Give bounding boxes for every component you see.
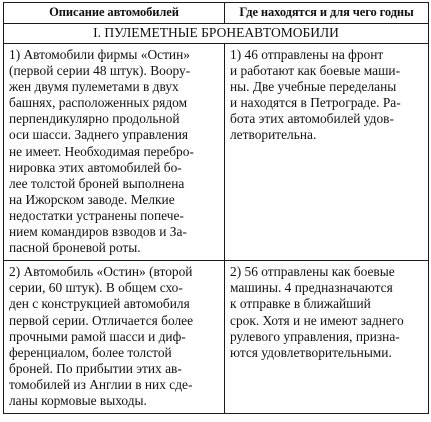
vehicle-table (3, 2, 429, 414)
row-1-description (4, 44, 225, 261)
text-line: первой серии. Отличается более (9, 312, 194, 328)
text-line: серии, 60 штук). В общем схо- (9, 280, 183, 296)
text-line: 2) 56 отправлены как боевые (230, 264, 395, 280)
text-line: башнях, расположенных рядом (9, 95, 188, 111)
text-line: к отправке в ближайший (230, 296, 371, 312)
text-line: броней. По прибытии этих ав- (9, 360, 182, 376)
section-title: I. ПУЛЕМЕТНЫЕ БРОНЕАВТОМОБИЛИ (4, 24, 429, 44)
header-status: Где находятся и для чего годны (225, 3, 429, 24)
text-line: и работают как боевые маши- (230, 63, 401, 79)
text-line: на Ижорском заводе. Мелкие (9, 191, 175, 207)
text-line: перпендикулярно продольной (9, 111, 180, 127)
table-header-row (4, 3, 429, 24)
text-line: не имеет. Необходимая перебро- (9, 143, 194, 159)
text-line: рулевого управления, призна- (230, 328, 400, 344)
text-line: ден с конструкцией автомобиля (9, 296, 190, 312)
table-row (4, 261, 429, 414)
row-2-status (225, 261, 429, 414)
text-line: срок. Хотя и не имеют заднего (230, 312, 404, 328)
table-row (4, 44, 429, 261)
text-line: нием командиров взводов и За- (9, 224, 187, 240)
row-2-description (4, 261, 225, 414)
text-line: лее толстой броней выполнена (9, 175, 185, 191)
text-line: бота этих автомобилей удов- (230, 111, 394, 127)
text-line: ференциалом, более толстой (9, 344, 172, 360)
text-line: ланы кормовые выходы. (9, 392, 147, 408)
text-line: жен двумя пулеметами в двух (9, 79, 179, 95)
section-row (4, 24, 429, 44)
text-line: 2) Автомобиль «Остин» (второй (9, 264, 193, 280)
text-line: томобилей из Англии в них сде- (9, 376, 193, 392)
text-line: (первой серии 48 штук). Воору- (9, 63, 191, 79)
text-line: и находятся в Петрограде. Ра- (230, 95, 401, 111)
text-line: пасной броневой роты. (9, 240, 141, 256)
text-line: 1) Автомобили фирмы «Остин» (9, 47, 190, 62)
header-description: Описание автомобилей (4, 3, 225, 24)
text-line: нировка этих автомобилей бо- (9, 159, 182, 175)
text-line: оси шасси. Заднего управления (9, 127, 189, 143)
text-line: ются удовлетворительными. (230, 344, 392, 360)
text-line: машины. 4 предназначаются (230, 280, 393, 296)
row-1-status (225, 44, 429, 261)
text-line: прочными рамой шасси и диф- (9, 328, 186, 344)
text-line: летворительна. (230, 127, 317, 143)
text-line: ны. Две учебные переделаны (230, 79, 397, 95)
text-line: недостатки устранены попече- (9, 207, 184, 223)
text-line: 1) 46 отправлены на фронт (230, 47, 384, 62)
